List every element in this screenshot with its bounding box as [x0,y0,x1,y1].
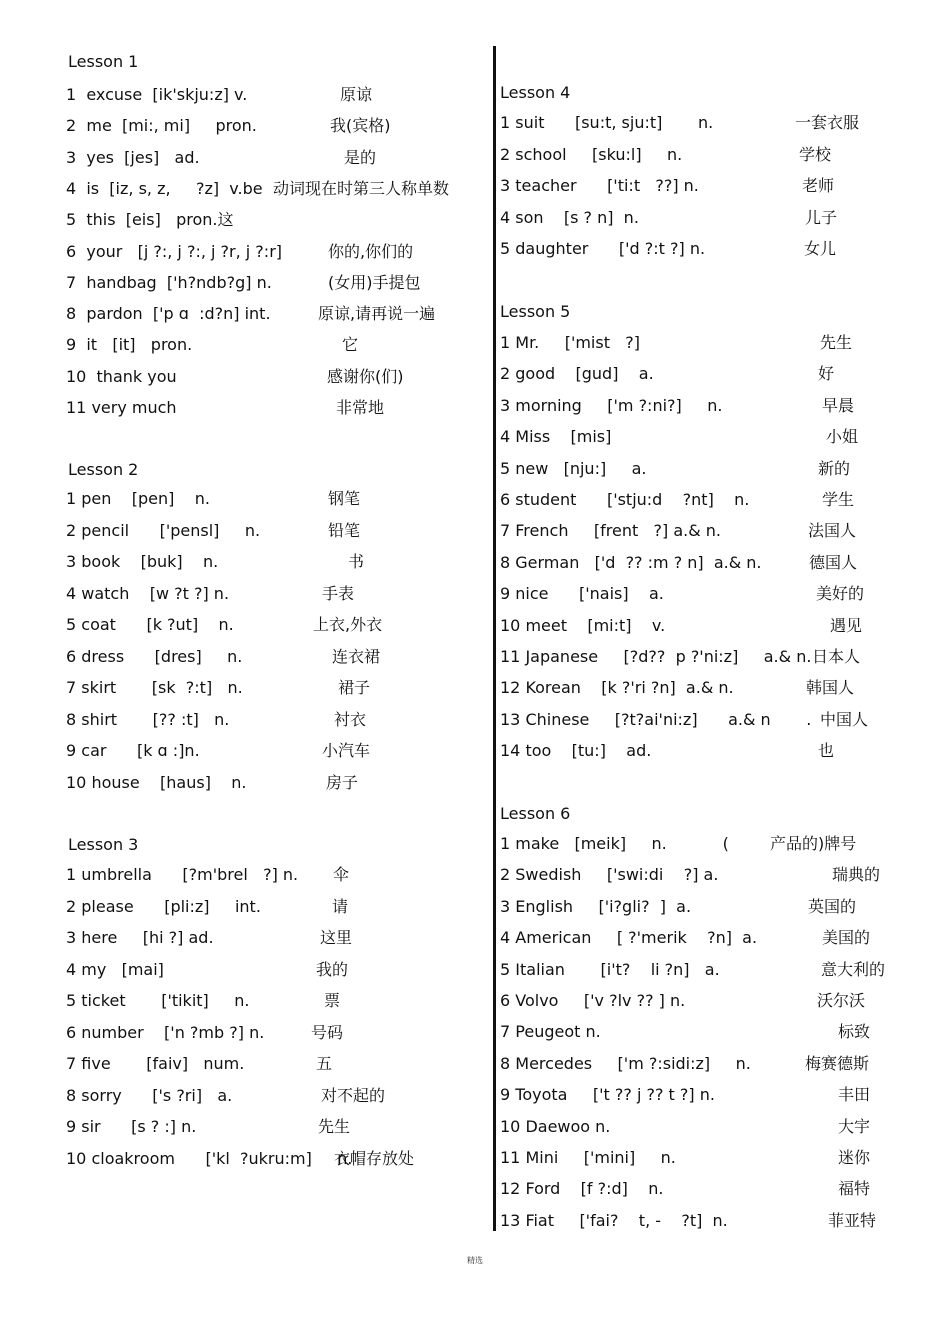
lesson-heading: Lesson 3 [68,835,139,854]
entry-chinese: 沃尔沃 [817,991,866,1010]
entry-chinese: 遇见 [830,615,863,635]
entry-chinese: 中国人 [820,709,869,729]
entry-chinese: 你的,你们的 [328,241,414,261]
entry-english: 8 German ['d ?? :m ? n] a.& n. [500,552,762,572]
entry-chinese: 丰田 [838,1085,871,1105]
entry-english: 4 my [mai] [66,959,164,979]
entry-english: 8 Mercedes ['m ?:sidi:z] n. [500,1053,751,1073]
entry-english: 2 please [pli:z] int. [66,896,261,916]
entry-chinese: 福特 [838,1179,871,1199]
entry-english: 9 nice ['nais] a. [500,584,664,604]
entry-english: 8 sorry ['s ?ri] a. [66,1085,233,1105]
footer-note: 精选 [467,1256,483,1265]
entry-chinese: 美好的 [816,584,865,604]
entry-english: 3 yes [jes] ad. [66,147,200,167]
entry-english: 12 Korean [k ?'ri ?n] a.& n. [500,678,734,698]
entry-english: 3 here [hi ?] ad. [66,928,214,947]
entry-chinese: 好 [818,364,835,384]
entry-chinese: 连衣裙 [332,646,381,666]
entry-chinese: 一套衣服 [795,113,860,132]
entry-chinese: 它 [342,335,359,355]
entry-chinese: 先生 [820,333,853,352]
entry-english: 7 Peugeot n. [500,1022,601,1042]
entry-chinese: 原谅,请再说一遍 [318,304,436,324]
entry-english: 7 five [faiv] num. [66,1054,245,1073]
entry-english: 1 excuse [ik'skju:z] v. [66,85,248,104]
entry-english: 3 English ['i?gli? ] a. [500,896,692,916]
entry-english: 11 very much [66,398,177,417]
entry-chinese: 衬衣 [334,709,367,729]
entry-english: 4 is [iz, s, z, ?z] v.be [66,178,263,198]
entry-chinese: 法国人 [808,521,857,541]
entry-english: 1 umbrella [?m'brel ?] n. [66,865,299,884]
entry-english: 9 Toyota ['t ?? j ?? t ?] n. [500,1085,715,1105]
entry-english: 10 house [haus] n. [66,772,247,792]
entry-chinese: 英国的 [808,896,857,916]
entry-chinese: (女用)手提包 [328,272,421,292]
entry-chinese: 迷你 [838,1148,871,1167]
entry-english: 7 handbag ['h?ndb?g] n. [66,272,272,292]
entry-english: 3 book [buk] n. [66,552,219,571]
entry-chinese: 我(宾格) [330,116,391,136]
entry-chinese: 这里 [320,928,353,947]
lesson-heading: Lesson 4 [500,83,571,102]
entry-chinese: 钢笔 [328,489,361,508]
entry-chinese: 小汽车 [322,741,371,760]
entry-english: 8 shirt [?? :t] n. [66,709,230,729]
entry-chinese: 标致 [838,1022,871,1042]
entry-chinese: 日本人 [812,647,861,666]
entry-english: 1 make [meik] n. ( [500,834,729,853]
entry-chinese: 德国人 [809,552,858,572]
entry-english: 10 meet [mi:t] v. [500,615,666,635]
entry-english: 9 sir [s ? :] n. [66,1117,197,1136]
entry-chinese: 手表 [322,583,355,603]
entry-english: 3 teacher ['ti:t ??] n. [500,176,699,195]
entry-chinese: 学校 [799,144,832,164]
entry-english: 5 ticket ['tikit] n. [66,991,250,1010]
entry-chinese: 伞 [333,865,350,884]
entry-chinese: 五 [316,1054,333,1073]
entry-english: 11 Japanese [?d?? p ?'ni:z] a.& n. [500,647,812,666]
entry-english: 5 this [eis] pron.这 [66,210,234,230]
entry-english: 6 number ['n ?mb ?] n. [66,1022,265,1042]
entry-chinese: 我的 [316,959,349,979]
entry-english: 10 thank you [66,366,177,386]
entry-chinese: 非常地 [336,398,385,417]
entry-chinese: 意大利的 [821,959,886,979]
lesson-heading: Lesson 5 [500,302,571,321]
entry-english: 10 Daewoo n. [500,1116,611,1136]
entry-chinese: 房子 [326,772,359,792]
entry-english: 1 pen [pen] n. [66,489,210,508]
entry-english: 6 student ['stju:d ?nt] n. [500,490,750,509]
entry-english: 1 Mr. ['mist ?] [500,333,640,352]
entry-chinese: 动词现在时第三人称单数 [273,178,450,198]
entry-english: 2 pencil ['pensl] n. [66,520,261,540]
entry-english: 4 watch [w ?t ?] n. [66,583,230,603]
lesson-heading: Lesson 6 [500,804,571,823]
entry-chinese: 衣帽存放处 [334,1148,415,1168]
entry-chinese: 上衣,外衣 [313,615,383,634]
entry-english: 10 cloakroom ['kl ?ukru:m] n. [66,1148,353,1168]
lesson-heading: Lesson 2 [68,460,139,479]
entry-chinese: 新的 [818,458,851,478]
entry-english: 11 Mini ['mini] n. [500,1148,676,1167]
entry-english: 9 car [k ɑ :]n. [66,741,200,760]
entry-chinese: 美国的 [822,928,871,948]
entry-chinese: 早晨 [822,395,855,415]
entry-chinese: 原谅 [340,85,373,104]
entry-chinese: 也 [818,741,835,761]
entry-english: 2 good [gud] a. [500,364,654,384]
entry-english: 4 son [s ? n] n. [500,207,639,227]
entry-chinese: 菲亚特 [828,1210,877,1230]
entry-english: 2 me [mi:, mi] pron. [66,116,257,136]
entry-chinese: 对不起的 [321,1085,386,1105]
entry-english: 9 it [it] pron. [66,335,193,355]
lesson-heading: Lesson 1 [68,52,139,71]
entry-english: 4 American [ ?'merik ?n] a. [500,928,758,948]
entry-english: 4 Miss [mis] [500,427,612,447]
entry-english: 2 school [sku:l] n. [500,144,683,164]
entry-english: 8 pardon ['p ɑ :d?n] int. [66,304,271,324]
entry-chinese: 请 [332,896,349,916]
entry-chinese: 票 [324,991,341,1010]
entry-chinese: 产品的)牌号 [770,834,857,853]
entry-english: 5 coat [k ?ut] n. [66,615,234,634]
entry-english: 5 Italian [i't? li ?n] a. [500,959,720,979]
entry-english: 1 suit [su:t, sju:t] n. [500,113,714,132]
entry-english: 5 daughter ['d ?:t ?] n. [500,239,706,258]
entry-chinese: 铅笔 [328,520,361,540]
entry-english: 6 Volvo ['v ?lv ?? ] n. [500,991,686,1010]
entry-english: 6 your [j ?:, j ?:, j ?r, j ?:r] [66,241,283,261]
entry-english: 13 Chinese [?t?ai'ni:z] a.& n . [500,709,812,729]
entry-chinese: 号码 [311,1022,344,1042]
entry-chinese: 是的 [344,147,377,167]
entry-chinese: 小姐 [826,427,859,447]
entry-english: 6 dress [dres] n. [66,646,243,666]
entry-chinese: 裙子 [338,678,371,697]
entry-chinese: 书 [348,552,365,571]
entry-english: 13 Fiat ['fai? t, - ?t] n. [500,1210,728,1230]
entry-chinese: 女儿 [804,239,837,258]
entry-english: 7 skirt [sk ?:t] n. [66,678,243,697]
entry-chinese: 学生 [822,490,855,509]
entry-chinese: 瑞典的 [832,865,881,885]
entry-chinese: 老师 [802,176,835,195]
entry-english: 7 French [frent ?] a.& n. [500,521,721,541]
entry-chinese: 先生 [318,1117,351,1136]
entry-english: 5 new [nju:] a. [500,458,647,478]
entry-english: 12 Ford [f ?:d] n. [500,1179,664,1199]
entry-english: 14 too [tu:] ad. [500,741,652,761]
entry-english: 3 morning ['m ?:ni?] n. [500,395,723,415]
column-divider [493,46,496,1231]
entry-chinese: 感谢你(们) [327,366,404,386]
entry-chinese: 儿子 [805,207,838,227]
entry-chinese: 梅赛德斯 [805,1053,870,1073]
entry-chinese: 韩国人 [806,678,855,698]
entry-english: 2 Swedish ['swi:di ?] a. [500,865,719,885]
entry-chinese: 大宇 [838,1116,871,1136]
